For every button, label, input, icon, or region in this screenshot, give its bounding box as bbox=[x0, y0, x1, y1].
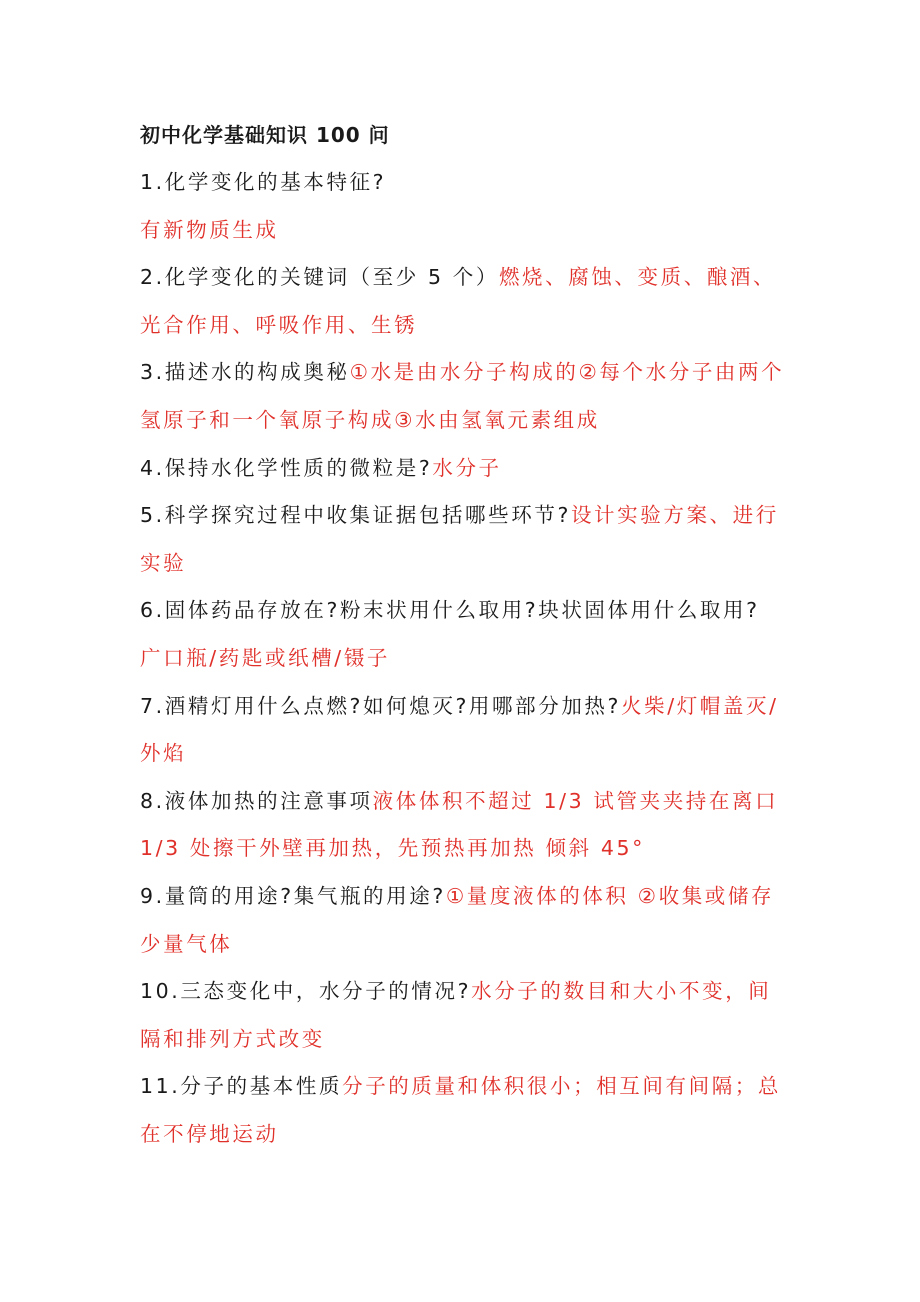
question-text: 9.量筒的用途?集气瓶的用途? bbox=[140, 883, 446, 908]
question-text: 7.酒精灯用什么点燃?如何熄灭?用哪部分加热? bbox=[140, 693, 621, 718]
answer-text: 水分子 bbox=[432, 455, 502, 480]
answer-text: 液体体积不超过 1/3 试管夹夹持在离口 1/3 处擦干外壁再加热，先预热再加热 倾斜 45° bbox=[140, 788, 779, 861]
qa-item-2 bbox=[140, 254, 790, 349]
qa-item-4 bbox=[140, 445, 790, 493]
question-text: 1.化学变化的基本特征? bbox=[140, 170, 387, 194]
question-text: 6.固体药品存放在?粉末状用什么取用?块状固体用什么取用? bbox=[140, 598, 760, 623]
qa-item-3 bbox=[140, 349, 790, 444]
answer-text: 设计实验方案、进行实验 bbox=[140, 503, 779, 575]
answer-text: ①量度液体的体积 ②收集或储存少量气体 bbox=[140, 883, 775, 956]
qa-item-5 bbox=[140, 492, 790, 587]
question-text: 11.分子的基本性质 bbox=[140, 1074, 343, 1099]
question-text: 3.描述水的构成奥秘 bbox=[140, 360, 350, 385]
qa-item-11 bbox=[140, 1063, 790, 1158]
question-text: 10.三态变化中，水分子的情况? bbox=[140, 979, 472, 1004]
qa-item-9 bbox=[140, 873, 790, 968]
answer-text: 广口瓶/药匙或纸槽/镊子 bbox=[140, 645, 391, 670]
qa-item-7 bbox=[140, 683, 790, 778]
answer-text: 分子的质量和体积很小；相互间有间隔；总在不停地运动 bbox=[140, 1074, 782, 1146]
answer-text: 火柴/灯帽盖灭/外焰 bbox=[140, 693, 779, 766]
qa-item-10 bbox=[140, 968, 790, 1063]
answer-text: 水分子的数目和大小不变，间隔和排列方式改变 bbox=[140, 979, 772, 1051]
qa-item-6 bbox=[140, 587, 790, 682]
question-text: 2.化学变化的关键词（至少 5 个） bbox=[140, 265, 499, 290]
answer-text: 有新物质生成 bbox=[140, 217, 279, 242]
document-title: 初中化学基础知识 100 问 bbox=[140, 123, 390, 147]
qa-item-8 bbox=[140, 778, 790, 873]
question-text: 4.保持水化学性质的微粒是? bbox=[140, 455, 433, 480]
question-text: 8.液体加热的注意事项 bbox=[140, 788, 373, 813]
document-page bbox=[140, 112, 790, 1158]
question-text: 5.科学探究过程中收集证据包括哪些环节? bbox=[140, 503, 571, 528]
qa-item-1 bbox=[140, 159, 790, 254]
answer-text: 燃烧、腐蚀、变质、酿酒、光合作用、呼吸作用、生锈 bbox=[140, 265, 777, 337]
answer-text: ①水是由水分子构成的②每个水分子由两个氢原子和一个氧原子构成③水由氢氧元素组成 bbox=[140, 360, 785, 432]
